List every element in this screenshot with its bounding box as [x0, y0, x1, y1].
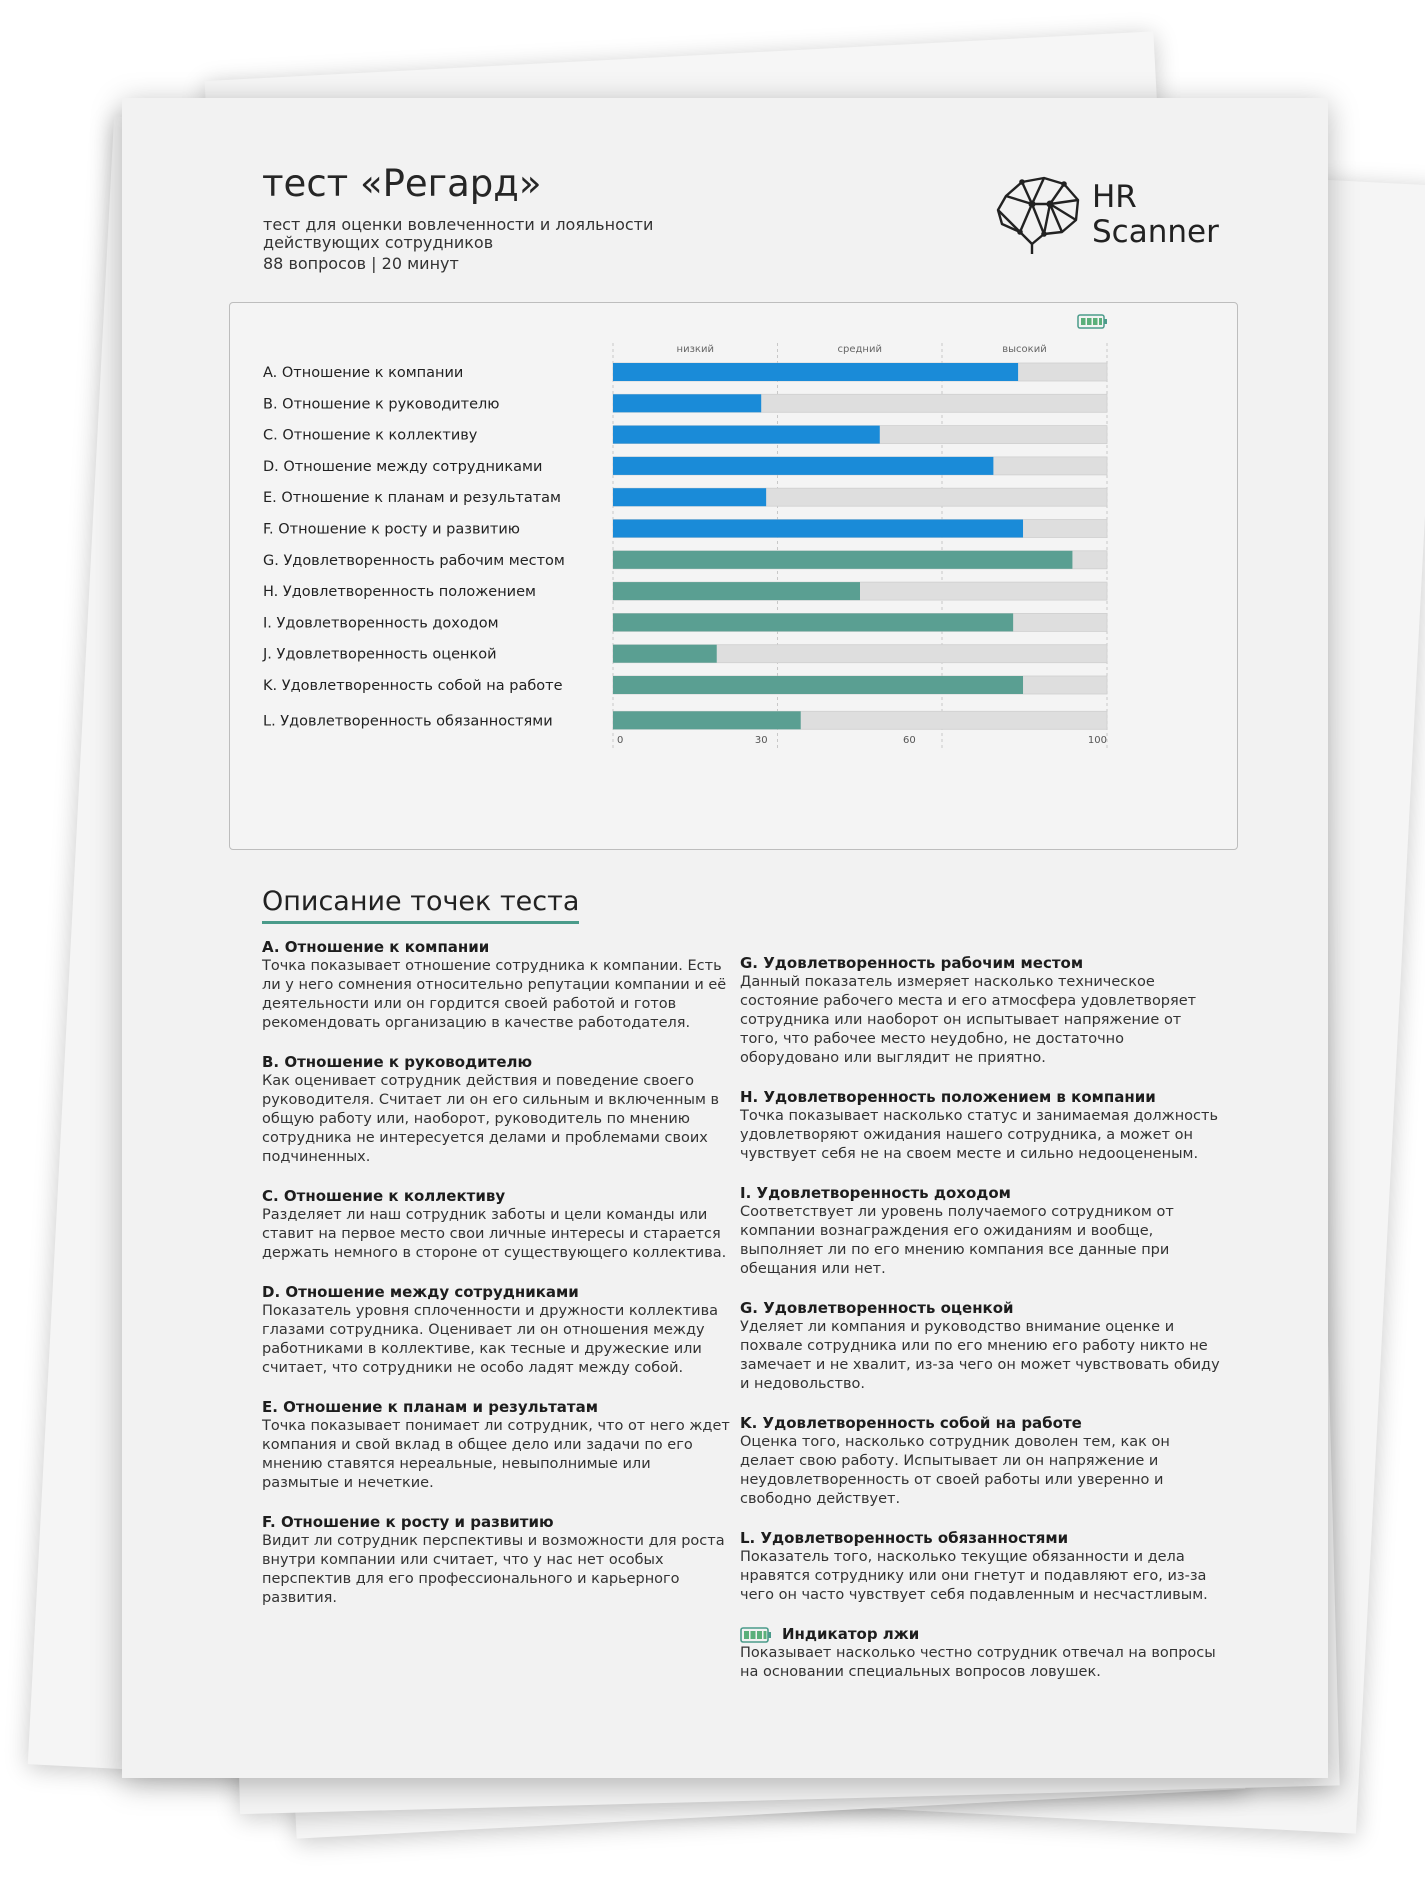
bar-value	[613, 676, 1023, 694]
description-item-title: K. Удовлетворенность собой на работе	[740, 1414, 1082, 1432]
description-item-title: B. Отношение к руководителю	[262, 1053, 533, 1071]
page-title: тест «Регард»	[262, 162, 542, 205]
document-page	[122, 98, 1328, 1778]
description-item-text: Точка показывает отношение сотрудника к компании. Есть ли у него сомнения относительно репутации компании и её деятельности или он гордится своей работой и готов рекомендовать организацию в качестве работодателя.	[262, 958, 727, 1031]
description-item-text: Оценка того, насколько сотрудник доволен тем, как он делает свою работу. Испытывает ли он напряжение и неудовлетворенность от своей работы или уверенно и свободно действует.	[740, 1434, 1170, 1507]
description-item	[740, 1088, 1220, 1164]
brain-network-icon	[992, 174, 1084, 254]
logo-text-scanner: Scanner	[1092, 214, 1219, 250]
category-label: C. Отношение к коллективу	[263, 427, 478, 444]
description-item-text: Соответствует ли уровень получаемого сотрудником от компании вознаграждения его ожиданиям и вообще, выполняет ли по его мнению компания все данные при обещания или нет.	[740, 1204, 1174, 1277]
category-label: G. Удовлетворенность рабочим местом	[263, 552, 565, 569]
bar-value	[613, 520, 1023, 538]
bar-value	[613, 394, 761, 412]
bar-value	[613, 582, 860, 600]
description-item	[262, 1283, 732, 1378]
description-item-title: E. Отношение к планам и результатам	[262, 1398, 598, 1416]
zone-label: низкий	[676, 344, 714, 355]
category-label: A. Отношение к компании	[263, 365, 464, 381]
category-label: E. Отношение к планам и результатам	[263, 490, 561, 507]
description-item-text: Уделяет ли компания и руководство внимание оценке и похвале сотрудника или по его мнению его работу никто не замечает и не хвалит, из-за чего он может чувствовать обиду и недовольство.	[740, 1319, 1220, 1392]
description-item-title: L. Удовлетворенность обязанностями	[740, 1529, 1069, 1547]
description-item-title: A. Отношение к компании	[262, 938, 490, 956]
results-chart-panel	[229, 302, 1238, 850]
description-item-title: G. Удовлетворенность рабочим местом	[740, 954, 1084, 972]
bar-value	[613, 457, 993, 475]
description-item	[740, 1299, 1220, 1394]
description-item	[740, 1529, 1220, 1605]
description-item-text: Разделяет ли наш сотрудник заботы и цели команды или ставит на первое место свои личные интересы и старается держать немного в стороне от существующего коллектива.	[262, 1207, 727, 1261]
category-label: J. Удовлетворенность оценкой	[263, 646, 497, 663]
description-item	[740, 954, 1220, 1068]
bar-value	[613, 488, 766, 506]
bar-value	[613, 426, 880, 444]
bar-value	[613, 363, 1018, 381]
description-item-title: H. Удовлетворенность положением в компании	[740, 1088, 1156, 1106]
category-label: I. Удовлетворенность доходом	[263, 615, 499, 632]
category-label: D. Отношение между сотрудниками	[263, 458, 543, 475]
lie-indicator-item	[740, 1625, 1220, 1682]
bar-value	[613, 711, 801, 729]
description-item-title: F. Отношение к росту и развитию	[262, 1513, 554, 1531]
zone-label: средний	[837, 344, 882, 355]
description-item-title: G. Удовлетворенность оценкой	[740, 1299, 1014, 1317]
x-tick-label: 0	[617, 735, 624, 746]
description-item-title: D. Отношение между сотрудниками	[262, 1283, 579, 1301]
description-item-title: C. Отношение к коллективу	[262, 1187, 506, 1205]
description-title: Описание точек теста	[262, 886, 579, 924]
test-meta: 88 вопросов | 20 минут	[263, 254, 459, 273]
x-tick-label: 30	[754, 735, 768, 746]
description-item-text: Показатель того, насколько текущие обязанности и дела нравятся сотруднику или они гнетут и подавляют его, из-за чего он часто чувствует себя подавленным и несчастливым.	[740, 1549, 1208, 1603]
x-tick-label: 100	[1087, 735, 1107, 746]
description-item-text: Данный показатель измеряет насколько техническое состояние рабочего места и его атмосфера удовлетворяет сотрудника или наоборот он испытывает напряжение от того, что рабочее место неудобно, не достаточно оборудовано или выглядит не приятно.	[740, 974, 1197, 1066]
description-item-text: Точка показывает понимает ли сотрудник, что от него ждет компания и свой вклад в общее дело или задачи по его мнению ставятся нереальные, невыполнимые или размытые и нечеткие.	[262, 1418, 730, 1491]
x-tick-label: 60	[903, 735, 916, 746]
description-item	[262, 938, 732, 1033]
lie-indicator-text: Показывает насколько честно сотрудник отвечал на вопросы на основании специальных вопросов ловушек.	[740, 1645, 1216, 1680]
description-item-title: I. Удовлетворенность доходом	[740, 1184, 1011, 1202]
description-right-column	[740, 954, 1220, 1702]
lie-indicator-title: Индикатор лжи	[782, 1625, 920, 1643]
description-item	[262, 1398, 732, 1493]
category-label: L. Удовлетворенность обязанностями	[263, 713, 553, 730]
battery-icon	[740, 1627, 772, 1643]
category-label: B. Отношение к руководителю	[263, 396, 500, 413]
description-left-column	[262, 886, 732, 1628]
description-item	[740, 1414, 1220, 1509]
bar-value	[613, 645, 717, 663]
description-item	[262, 1513, 732, 1608]
results-bar-chart	[230, 303, 1237, 849]
description-item	[262, 1053, 732, 1167]
description-item-text: Показатель уровня сплоченности и дружности коллектива глазами сотрудника. Оценивает ли он отношения между работниками в коллективе, как тесные и дружеские или считает, что сотрудники не особо ладят между собой.	[262, 1303, 719, 1376]
logo-text-hr: HR	[1092, 179, 1137, 215]
description-item	[740, 1184, 1220, 1279]
hr-scanner-logo	[992, 174, 1232, 254]
description-item-text: Точка показывает насколько статус и занимаемая должность удовлетворяют ожидания нашего сотрудника, а может он чувствует себя не на своем месте и сильно недооцененым.	[740, 1108, 1219, 1162]
battery-full-icon	[1078, 315, 1107, 328]
description-item	[262, 1187, 732, 1263]
category-label: K. Удовлетворенность собой на работе	[263, 678, 563, 694]
description-item-text: Как оценивает сотрудник действия и поведение своего руководителя. Считает ли он его сильным и включенным в общую работу или, наоборот, руководитель по мнению сотрудника не интересуется делами и проблемами своих подчиненных.	[262, 1073, 720, 1165]
zone-label: высокий	[1002, 344, 1047, 355]
bar-value	[613, 613, 1013, 631]
category-label: F. Отношение к росту и развитию	[263, 521, 520, 538]
category-label: H. Удовлетворенность положением	[263, 584, 536, 601]
description-item-text: Видит ли сотрудник перспективы и возможности для роста внутри компании или считает, что у нас нет особых перспектив для его профессионального и карьерного развития.	[262, 1533, 725, 1606]
page-subtitle: тест для оценки вовлеченности и лояльности действующих сотрудников	[263, 215, 654, 252]
bar-value	[613, 551, 1072, 569]
